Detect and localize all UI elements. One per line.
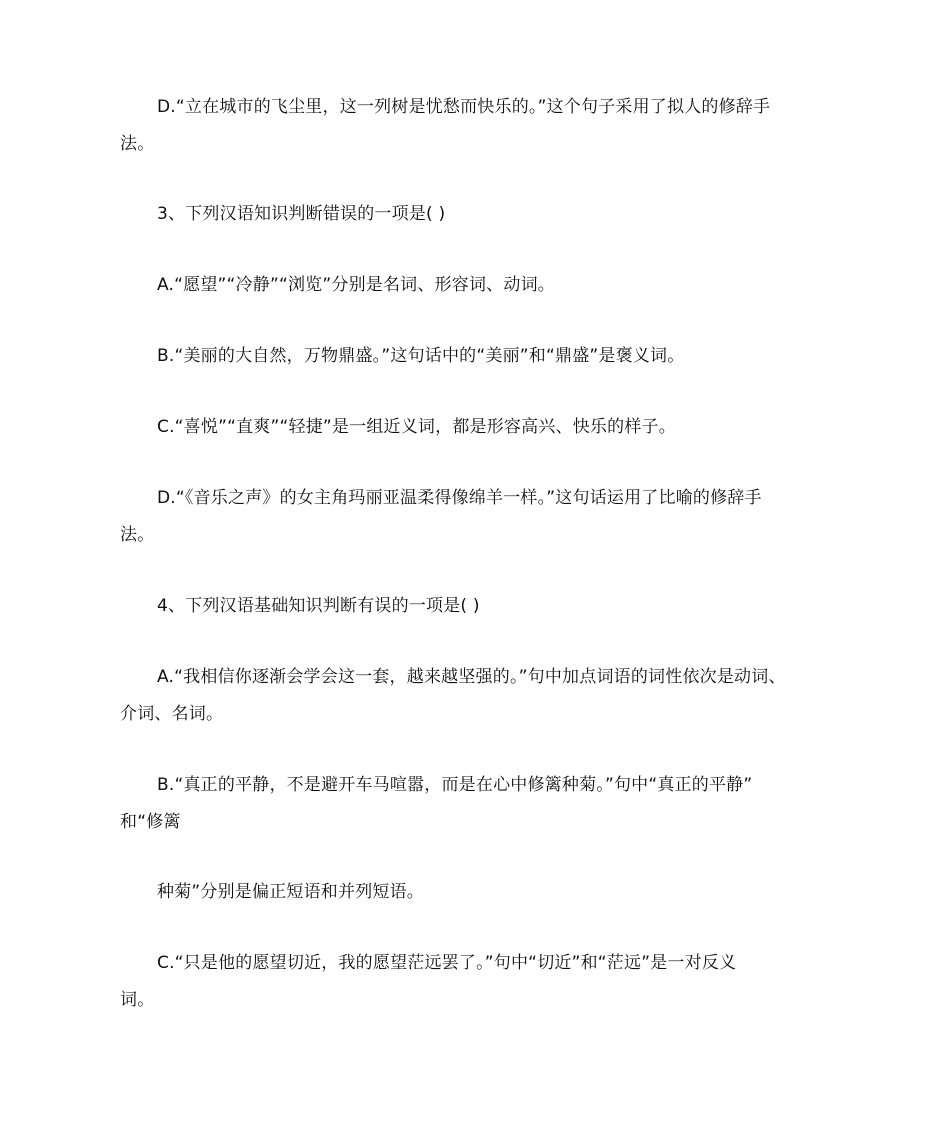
option-b-q3: B.“美丽的大自然，万物鼎盛。”这句话中的“美丽”和“鼎盛”是褒义词。 <box>157 346 685 366</box>
option-a-q3: A.“愿望”“冷静”“浏览”分别是名词、形容词、动词。 <box>157 275 555 295</box>
option-c-q3: C.“喜悦”“直爽”“轻捷”是一组近义词，都是形容高兴、快乐的样子。 <box>157 417 676 437</box>
option-a-q4-line-2: 介词、名词。 <box>120 704 224 724</box>
option-d-q2-line-2: 法。 <box>120 134 155 154</box>
option-c-q4-line-2: 词。 <box>120 990 155 1010</box>
option-a-q4-line-1: A.“我相信你逐渐会学会这一套，越来越坚强的。”句中加点词语的词性依次是动词、 <box>157 667 786 687</box>
option-b-q4-line-1: B.“真正的平静，不是避开车马喧嚣，而是在心中修篱种菊。”句中“真正的平静” <box>157 775 753 795</box>
option-c-q4-line-1: C.“只是他的愿望切近，我的愿望茫远罢了。”句中“切近”和“茫远”是一对反义 <box>157 953 737 973</box>
option-d-q2-line-1: D.“立在城市的飞尘里，这一列树是忧愁而快乐的。”这个句子采用了拟人的修辞手 <box>157 97 771 117</box>
question-4-stem: 4、下列汉语基础知识判断有误的一项是( ) <box>157 596 480 616</box>
option-d-q3-line-2: 法。 <box>120 525 155 545</box>
option-b-q4-line-2: 和“修篱 <box>120 812 181 832</box>
option-d-q3-line-1: D.“《音乐之声》的女主角玛丽亚温柔得像绵羊一样。”这句话运用了比喻的修辞手 <box>157 488 762 508</box>
question-3-stem: 3、下列汉语知识判断错误的一项是( ) <box>157 204 446 224</box>
option-b-q4-line-3: 种菊”分别是偏正短语和并列短语。 <box>157 882 425 902</box>
